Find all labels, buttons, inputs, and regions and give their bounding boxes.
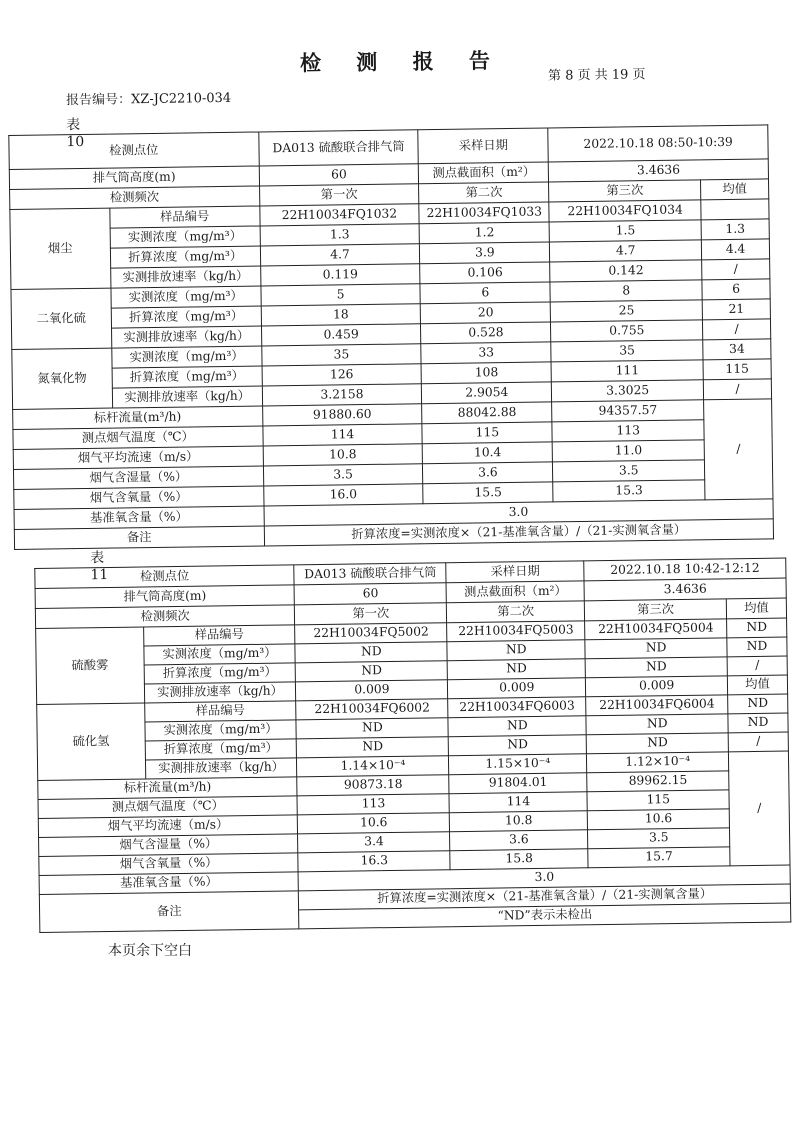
cell: 3.4	[298, 832, 450, 853]
cell: 115	[587, 790, 729, 811]
cell: 0.119	[260, 264, 420, 286]
cell: 16.3	[298, 851, 450, 872]
row-label: 实测排放速率（kg/h）	[110, 266, 260, 288]
row-label: 实测排放速率（kg/h）	[144, 682, 296, 703]
cell: 10.8	[263, 444, 423, 466]
avg-cell: ND	[727, 637, 787, 657]
cell: 15.8	[450, 849, 588, 870]
sample-1: 22H10034FQ6002	[296, 699, 448, 720]
flow-label: 标杆流量(m³/h)	[13, 406, 263, 429]
row-label: 实测浓度（mg/m³）	[110, 226, 260, 248]
cell: ND	[586, 714, 728, 735]
avg-cell: /	[703, 319, 771, 340]
temp-label: 测点烟气温度（℃）	[38, 796, 298, 819]
sample-label: 样品编号	[144, 701, 296, 722]
cell: 8	[550, 280, 702, 302]
cell: ND	[297, 737, 449, 758]
point-label: 检测点位	[9, 132, 259, 169]
sample-1: 22H10034FQ5002	[295, 623, 447, 644]
cell: 15.3	[553, 480, 705, 502]
freq-1: 第一次	[295, 603, 447, 625]
row-label: 实测浓度（mg/m³）	[112, 346, 262, 368]
cell: 0.459	[261, 324, 421, 346]
report-number: 报告编号：XZ-JC2210-034	[65, 90, 232, 109]
cell: 114	[449, 792, 587, 813]
page-number: 第 8 页 共 19 页	[547, 67, 646, 84]
cell: 88042.88	[422, 402, 552, 424]
avg-cell: 34	[703, 339, 771, 360]
cell: 0.106	[420, 262, 550, 284]
avg-cell: 6	[702, 279, 770, 300]
cell: 1.2	[419, 222, 549, 244]
row-label: 折算浓度（mg/m³）	[112, 366, 262, 388]
cell: 114	[263, 424, 423, 446]
page-title: 检 测 报 告	[299, 47, 505, 76]
point-label: 检测点位	[35, 565, 295, 589]
cell: ND	[585, 657, 727, 678]
sample-3: 22H10034FQ1034	[549, 200, 701, 222]
row-label: 实测浓度（mg/m³）	[143, 644, 295, 665]
point-value: DA013 硫酸联合排气筒	[258, 130, 418, 166]
cell: 0.009	[296, 680, 448, 701]
cell: 3.3025	[552, 380, 704, 402]
cell: ND	[449, 735, 587, 756]
cell: 10.8	[450, 811, 588, 832]
cell: 3.6	[423, 462, 553, 484]
note-label: 备注	[39, 891, 299, 933]
cell: 20	[421, 302, 551, 324]
sample-2: 22H10034FQ5003	[447, 621, 585, 642]
cell: 11.0	[552, 440, 704, 462]
remaining-blank-note: 本页余下空白	[108, 943, 192, 959]
area-label: 测点截面积（m²）	[446, 581, 584, 603]
cell: 3.5	[263, 464, 423, 486]
note-line-2: “ND”表示未检出	[299, 903, 791, 929]
avg-label: 均值	[701, 179, 769, 200]
row-label: 折算浓度（mg/m³）	[145, 739, 297, 760]
note-label: 备注	[14, 526, 264, 549]
avg-cell: ND	[728, 713, 788, 733]
cell: 90873.18	[297, 775, 449, 796]
freq-label: 检测频次	[10, 186, 260, 209]
cell: 0.142	[550, 260, 702, 282]
avg-cell	[701, 199, 769, 220]
date-label: 采样日期	[446, 561, 584, 583]
sample-2: 22H10034FQ1033	[419, 202, 549, 224]
cell: 3.5	[553, 460, 705, 482]
note-value: 折算浓度=实测浓度×（21-基准氧含量）/（21-实测氧含量）	[264, 519, 774, 546]
avg-cell: 均值	[727, 675, 787, 695]
sample-2: 22H10034FQ6003	[448, 697, 586, 718]
ref-oxygen-label: 基准氧含量（%）	[39, 872, 299, 895]
cell: ND	[296, 718, 448, 739]
cell: 3.5	[588, 828, 730, 849]
avg-cell: /	[703, 379, 771, 400]
freq-3: 第三次	[585, 599, 727, 621]
cell: 2.9054	[422, 382, 552, 404]
cell: 113	[552, 420, 704, 442]
cell: 0.528	[421, 322, 551, 344]
cell: ND	[448, 716, 586, 737]
cell: 1.12×10⁻⁴	[587, 752, 729, 773]
height-label: 排气筒高度(m)	[35, 585, 295, 609]
table-11-caption: 表11	[90, 550, 109, 584]
freq-3: 第三次	[549, 180, 701, 202]
cell: 4.7	[550, 240, 702, 262]
cell: 91880.60	[262, 404, 422, 426]
avg-cell: 21	[702, 299, 770, 320]
cell: 6	[420, 282, 550, 304]
group-label: 氮氧化物	[12, 348, 113, 409]
cell: 0.009	[586, 676, 728, 697]
ref-oxygen-label: 基准氧含量（%）	[14, 506, 264, 529]
area-value: 3.4636	[549, 159, 769, 182]
flow-label: 标杆流量(m³/h)	[38, 777, 298, 800]
cell: 1.15×10⁻⁴	[449, 754, 587, 775]
cell: 1.14×10⁻⁴	[297, 756, 449, 777]
sample-label: 样品编号	[110, 206, 260, 228]
height-value: 60	[259, 164, 419, 186]
freq-2: 第二次	[419, 182, 549, 204]
avg-cell: /	[728, 732, 788, 752]
cell: 4.7	[260, 244, 420, 266]
cell: 1.3	[260, 224, 420, 246]
cell: 94357.57	[552, 400, 704, 422]
moist-label: 烟气含湿量（%）	[39, 834, 299, 857]
shared-avg-cell: /	[704, 399, 773, 500]
cell: ND	[295, 642, 447, 663]
cell: 113	[297, 794, 449, 815]
height-value: 60	[294, 583, 446, 605]
cell: 25	[551, 300, 703, 322]
cell: 16.0	[263, 484, 423, 506]
avg-cell: 1.3	[701, 219, 769, 240]
sample-3: 22H10034FQ5004	[585, 619, 727, 640]
row-label: 折算浓度（mg/m³）	[111, 306, 261, 328]
date-value: 2022.10.18 08:50-10:39	[548, 125, 768, 162]
cell: 5	[261, 284, 421, 306]
cell: 15.7	[588, 847, 730, 868]
cell: 1.5	[549, 220, 701, 242]
table-11-grid	[34, 557, 791, 932]
freq-label: 检测频次	[35, 605, 295, 629]
sample-3: 22H10034FQ6004	[586, 695, 728, 716]
cell: 126	[262, 364, 422, 386]
cell: 115	[422, 422, 552, 444]
cell: 10.6	[587, 809, 729, 830]
cell: ND	[447, 659, 585, 680]
note-line-1: 折算浓度=实测浓度×（21-基准氧含量）/（21-实测氧含量）	[299, 884, 791, 910]
cell: ND	[585, 638, 727, 659]
cell: 3.2158	[262, 384, 422, 406]
avg-cell: 115	[703, 359, 771, 380]
group-label: 烟尘	[10, 208, 111, 289]
cell: ND	[296, 661, 448, 682]
row-label: 折算浓度（mg/m³）	[144, 663, 296, 684]
date-label: 采样日期	[418, 128, 548, 164]
group-label: 二氧化硫	[11, 288, 112, 349]
avg-cell: /	[727, 656, 787, 676]
table-10-caption: 表10	[66, 116, 85, 151]
oxygen-label: 烟气含氧量（%）	[39, 853, 299, 876]
ref-oxygen-value: 3.0	[264, 499, 774, 526]
shared-avg-cell: /	[729, 751, 790, 866]
oxygen-label: 烟气含氧量（%）	[14, 486, 264, 509]
cell: 108	[421, 362, 551, 384]
avg-cell: /	[702, 259, 770, 280]
avg-label: 均值	[726, 598, 786, 619]
point-value: DA013 硫酸联合排气筒	[294, 563, 446, 585]
temp-label: 测点烟气温度（℃）	[13, 426, 263, 449]
ref-oxygen-value: 3.0	[299, 865, 791, 891]
cell: ND	[586, 733, 728, 754]
row-label: 实测排放速率（kg/h）	[145, 758, 297, 779]
row-label: 实测排放速率（kg/h）	[111, 326, 261, 348]
avg-cell: ND	[728, 694, 788, 714]
cell: 35	[551, 340, 703, 362]
cell: 3.9	[420, 242, 550, 264]
speed-label: 烟气平均流速（m/s）	[38, 815, 298, 838]
cell: 35	[261, 344, 421, 366]
table-10-grid	[8, 124, 774, 550]
cell: 15.5	[423, 482, 553, 504]
cell: 111	[551, 360, 703, 382]
speed-label: 烟气平均流速（m/s）	[13, 446, 263, 469]
cell: 33	[421, 342, 551, 364]
freq-2: 第二次	[447, 601, 585, 623]
avg-cell: ND	[727, 618, 787, 638]
cell: 10.6	[298, 813, 450, 834]
height-label: 排气筒高度(m)	[9, 166, 259, 189]
moist-label: 烟气含湿量（%）	[13, 466, 263, 489]
row-label: 折算浓度（mg/m³）	[110, 246, 260, 268]
sample-label: 样品编号	[143, 625, 295, 646]
date-value: 2022.10.18 10:42-12:12	[584, 558, 786, 581]
cell: 10.4	[423, 442, 553, 464]
group-label: 硫化氢	[37, 703, 146, 780]
row-label: 实测浓度（mg/m³）	[111, 286, 261, 308]
area-value: 3.4636	[584, 578, 786, 601]
row-label: 实测排放速率（kg/h）	[112, 386, 262, 408]
row-label: 实测浓度（mg/m³）	[145, 720, 297, 741]
cell: 18	[261, 304, 421, 326]
sample-1: 22H10034FQ1032	[259, 204, 419, 226]
cell: 0.009	[448, 678, 586, 699]
cell: 89962.15	[587, 771, 729, 792]
area-label: 测点截面积（m²）	[419, 162, 549, 184]
cell: 0.755	[551, 320, 703, 342]
cell: 3.6	[450, 830, 588, 851]
cell: ND	[447, 640, 585, 661]
group-label: 硫酸雾	[36, 627, 145, 704]
freq-1: 第一次	[259, 184, 419, 206]
avg-cell: 4.4	[701, 239, 769, 260]
cell: 91804.01	[449, 773, 587, 794]
